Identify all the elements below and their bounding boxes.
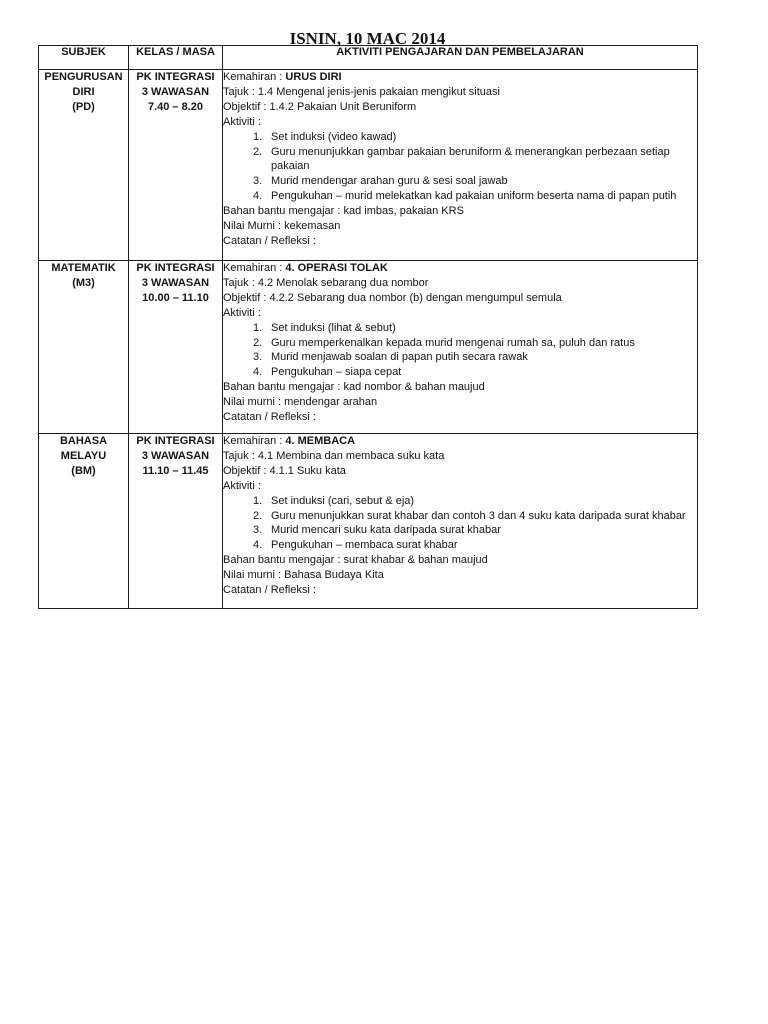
item-number: 4. (253, 539, 263, 552)
tajuk-line: Tajuk : 4.2 Menolak sebarang dua nombor (223, 276, 429, 289)
item-text: Set induksi (video kawad) (271, 130, 397, 143)
kelas-line: 3 WAWASAN (141, 277, 210, 289)
subject-line: (BM) (71, 465, 96, 477)
item-text: Murid mendengar arahan guru & sesi soal jawab (271, 175, 508, 188)
masa-line: 7.40 – 8.20 (147, 101, 204, 113)
item-text: Guru memperkenalkan kepada murid mengenai rumah sa, puluh dan ratus (271, 336, 635, 349)
subject-line: DIRI (72, 86, 95, 98)
tajuk-line: Tajuk : 1.4 Mengenal jenis-jenis pakaian mengikut situasi (223, 85, 500, 98)
lesson-plan-table (38, 45, 698, 609)
item-text: Murid menjawab soalan di papan putih secara rawak (271, 351, 528, 364)
item-text: Set induksi (cari, sebut & eja) (271, 494, 415, 507)
kelas-masa-cell (129, 434, 223, 609)
kelas-line: PK INTEGRASI (136, 71, 215, 83)
item-number: 2. (253, 336, 263, 349)
kemahiran-line (223, 434, 697, 449)
item-number: 1. (253, 321, 263, 334)
objektif-line: Objektif : 1.4.2 Pakaian Unit Beruniform (223, 100, 417, 113)
aktiviti-item (223, 174, 697, 189)
subject-line: (M3) (72, 277, 95, 289)
item-text: Pengukuhan – membaca surat khabar (271, 539, 458, 552)
item-number: 3. (253, 524, 263, 537)
subject-line: BAHASA (59, 435, 108, 447)
item-text: Guru menunjukkan gambar pakaian beruniform & menerangkan perbezaan setiap pakaian (271, 145, 670, 173)
item-text: Set induksi (lihat & sebut) (271, 321, 396, 334)
catatan-line: Catatan / Refleksi : (223, 584, 316, 597)
aktiviti-item (223, 130, 697, 145)
aktiviti-item (223, 145, 697, 175)
item-text: Pengukuhan – siapa cepat (271, 366, 402, 379)
kemahiran-label: Kemahiran : (223, 435, 283, 447)
table-row (39, 70, 698, 261)
item-number: 4. (253, 366, 263, 379)
tajuk-line: Tajuk : 4.1 Membina dan membaca suku kata (223, 449, 445, 462)
aktiviti-label: Aktiviti : (223, 115, 261, 128)
aktiviti-item (223, 509, 697, 524)
kelas-line: 3 WAWASAN (141, 450, 210, 462)
kemahiran-value: URUS DIRI (285, 71, 342, 83)
activity-cell (223, 70, 698, 261)
kelas-masa-cell (129, 261, 223, 434)
table-row (39, 261, 698, 434)
nilai-line: Nilai murni : Bahasa Budaya Kita (223, 569, 384, 582)
kemahiran-label: Kemahiran : (223, 262, 283, 274)
item-number: 3. (253, 175, 263, 188)
aktiviti-label: Aktiviti : (223, 306, 261, 319)
kemahiran-line (223, 70, 697, 85)
table-row (39, 434, 698, 609)
aktiviti-item (223, 189, 697, 204)
nilai-line: Nilai Murni : kekemasan (223, 220, 341, 233)
item-number: 2. (253, 509, 263, 522)
kelas-line: PK INTEGRASI (136, 435, 215, 447)
bahan-line: Bahan bantu mengajar : kad nombor & bahan maujud (223, 381, 485, 394)
catatan-line: Catatan / Refleksi : (223, 234, 316, 247)
subject-line: MELAYU (60, 450, 107, 462)
aktiviti-item (223, 336, 697, 351)
bahan-line: Bahan bantu mengajar : kad imbas, pakaian KRS (223, 205, 464, 218)
objektif-line: Objektif : 4.2.2 Sebarang dua nombor (b) dengan mengumpul semula (223, 291, 562, 304)
kemahiran-line (223, 261, 697, 276)
subject-line: PENGURUSAN (44, 71, 123, 83)
activity-cell (223, 434, 698, 609)
header-kelas-masa: KELAS / MASA (129, 46, 223, 70)
kelas-line: PK INTEGRASI (136, 262, 215, 274)
aktiviti-item (223, 321, 697, 336)
header-aktiviti: AKTIVITI PENGAJARAN DAN PEMBELAJARAN (223, 46, 698, 70)
kemahiran-value: 4. MEMBACA (285, 435, 356, 447)
kemahiran-value: 4. OPERASI TOLAK (285, 262, 388, 274)
item-number: 3. (253, 351, 263, 364)
subject-cell (39, 434, 129, 609)
masa-line: 11.10 – 11.45 (142, 465, 209, 477)
aktiviti-item (223, 523, 697, 538)
item-text: Murid mencari suku kata daripada surat khabar (271, 524, 501, 537)
masa-line: 10.00 – 11.10 (142, 292, 209, 304)
nilai-line: Nilai murni : mendengar arahan (223, 396, 378, 409)
item-number: 4. (253, 190, 263, 203)
aktiviti-item (223, 365, 697, 380)
catatan-line: Catatan / Refleksi : (223, 411, 316, 424)
item-text: Pengukuhan – murid melekatkan kad pakaian uniform beserta nama di papan putih (271, 190, 677, 203)
aktiviti-item (223, 494, 697, 509)
aktiviti-item (223, 350, 697, 365)
page-title: ISNIN, 10 MAC 2014 (289, 29, 446, 48)
activity-cell (223, 261, 698, 434)
aktiviti-label: Aktiviti : (223, 479, 261, 492)
objektif-line: Objektif : 4.1.1 Suku kata (223, 464, 346, 477)
kelas-masa-cell (129, 70, 223, 261)
item-number: 1. (253, 494, 263, 507)
subject-cell (39, 261, 129, 434)
kemahiran-label: Kemahiran : (223, 71, 283, 83)
item-text: Guru menunjukkan surat khabar dan contoh 3 dan 4 suku kata daripada surat khabar (271, 509, 686, 522)
item-number: 2. (253, 145, 263, 158)
lesson-plan-table-wrap (38, 45, 698, 609)
aktiviti-item (223, 538, 697, 553)
subject-line: (PD) (72, 101, 95, 113)
header-subjek: SUBJEK (39, 46, 129, 70)
item-number: 1. (253, 130, 263, 143)
header-row (39, 46, 698, 70)
subject-line: MATEMATIK (51, 262, 116, 274)
bahan-line: Bahan bantu mengajar : surat khabar & bahan maujud (223, 554, 488, 567)
kelas-line: 3 WAWASAN (141, 86, 210, 98)
subject-cell (39, 70, 129, 261)
